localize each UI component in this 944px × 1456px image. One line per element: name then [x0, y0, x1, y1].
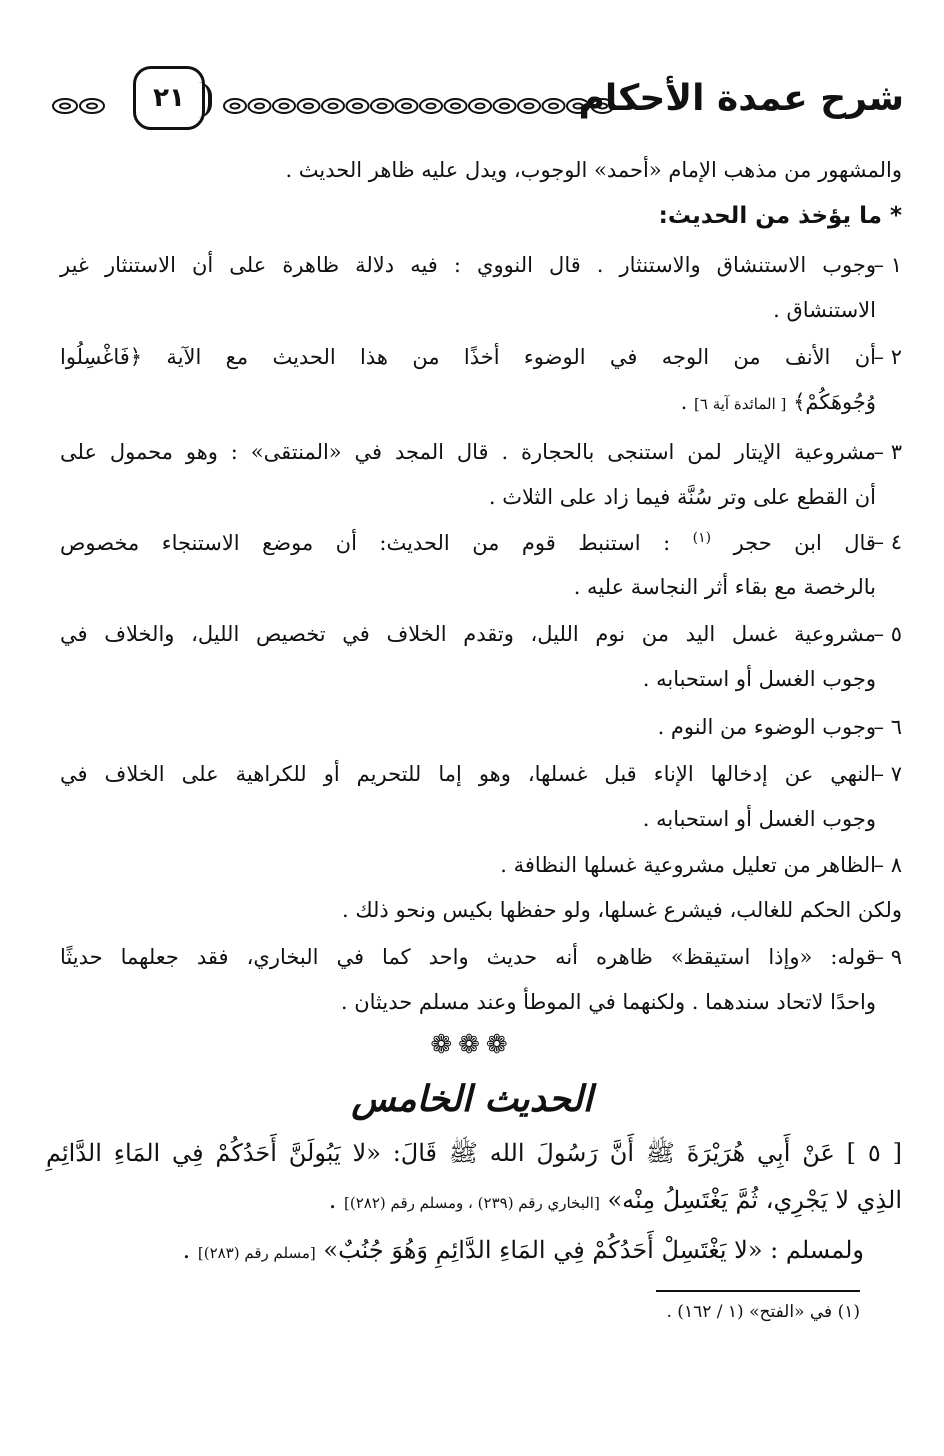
item-number: ٣ – [873, 440, 902, 464]
list-item-7-cont: وجوب الغسل أو استحبابه . [642, 807, 876, 831]
section-title: الحديث الخامس [351, 1078, 593, 1120]
list-item-2 [60, 345, 902, 369]
footnote-marker: (١) [692, 530, 712, 546]
item-text: أن الأنف من الوجه في الوضوء أخذًا من هذا الحديث مع الآية ﴿فَاغْسِلُوا [60, 345, 876, 369]
period: . [328, 1186, 337, 1214]
hadith-text-muslim [183, 1236, 864, 1264]
hadith-text-cont [329, 1186, 902, 1214]
list-item-2-cont [681, 390, 876, 414]
quran-reference: [ المائدة آية ٦] [694, 395, 787, 413]
item-text: : استنبط قوم من الحديث: أن موضع الاستنجاء مخصوص [60, 531, 671, 555]
text-line: والمشهور من مذهب الإمام «أحمد» الوجوب، ويدل عليه ظاهر الحديث . [285, 158, 902, 182]
list-item-4-cont: بالرخصة مع بقاء أثر النجاسة عليه . [573, 575, 876, 599]
item-number: ١ – [873, 253, 902, 277]
text-line: ولكن الحكم للغالب، فيشرع غسلها، ولو حفظها بكيس ونحو ذلك . [341, 898, 902, 922]
list-item-3-cont: أن القطع على وتر سُنَّة فيما زاد على الثلاث . [488, 485, 876, 509]
item-number: ٦ – [873, 715, 902, 739]
section-heading: * ما يؤخذ من الحديث: [658, 203, 902, 229]
item-number: ٧ – [873, 762, 902, 786]
item-text: وجوب الاستنشاق والاستنثار . قال النووي : فيه دلالة ظاهرة على أن الاستنثار غير [60, 253, 876, 277]
list-item-6 [657, 715, 902, 739]
section-divider-stars: ❁❁❁ [430, 1030, 514, 1060]
list-item-5-cont: وجوب الغسل أو استحبابه . [642, 667, 876, 691]
footnote: (١) في «الفتح» (١ / ١٦٢) . [666, 1302, 860, 1322]
hadith-text: [ ٥ ] عَنْ أَبِي هُرَيْرَةَ ﷺ أَنَّ رَسُولَ الله ﷺ قَالَ: «لا يَبُولَنَّ أَحَدُكُمْ فِي المَاءِ الدَّائِمِ [46, 1139, 902, 1167]
item-text: مشروعية غسل اليد من نوم الليل، وتقدم الخلاف في تخصيص الليل، والخلاف في [60, 622, 876, 646]
period: . [182, 1236, 191, 1264]
list-item-5 [60, 622, 902, 646]
item-text: قال ابن حجر [733, 531, 876, 555]
hadith-text: ولمسلم : «لا يَغْتَسِلْ أَحَدُكُمْ فِي المَاءِ الدَّائِمِ وَهُوَ جُنُبٌ» [323, 1236, 864, 1264]
page-number-frame-tail [190, 82, 212, 118]
item-number: ٨ – [873, 853, 902, 877]
list-item-1 [60, 253, 902, 277]
item-text: الظاهر من تعليل مشروعية غسلها النظافة . [500, 853, 876, 877]
hadith-reference: [مسلم رقم (٢٨٣)] [197, 1244, 316, 1262]
hadith-reference: [البخاري رقم (٢٣٩) ، ومسلم رقم (٢٨٢)] [344, 1194, 600, 1212]
header-ornament-chain [222, 95, 622, 117]
hadith-text: الذِي لا يَجْرِي، ثُمَّ يَغْتَسِلُ مِنْه» [607, 1186, 902, 1214]
footnote-separator [656, 1290, 860, 1292]
item-number: ٩ – [873, 945, 902, 969]
item-text: النهي عن إدخالها الإناء قبل غسلها، وهو إما للتحريم أو للكراهية على الخلاف في [60, 762, 876, 786]
item-number: ٤ – [873, 530, 902, 554]
item-text: وجوب الوضوء من النوم . [657, 715, 876, 739]
item-text: مشروعية الإيتار لمن استنجى بالحجارة . قال المجد في «المنتقى» : وهو محمول على [60, 440, 876, 464]
item-text: قوله: «وإذا استيقظ» ظاهره أنه حديث واحد كما في البخاري، فقد جعلهما حديثًا [60, 945, 876, 969]
list-item-4 [60, 530, 902, 555]
page-header [0, 0, 944, 140]
list-item-7 [60, 762, 902, 786]
list-item-3 [60, 440, 902, 464]
period: . [680, 390, 688, 414]
list-item-9-cont: واحدًا لاتحاد سندهما . ولكنهما في الموطأ وعند مسلم حديثان . [340, 990, 876, 1014]
item-number: ٢ – [873, 345, 902, 369]
list-item-9 [60, 945, 902, 969]
list-item-1-cont: الاستنشاق . [773, 298, 876, 322]
page-number: ٢١ [133, 66, 205, 130]
item-number: ٥ – [873, 622, 902, 646]
list-item-8 [500, 853, 902, 877]
header-ornament-small [50, 95, 110, 117]
quran-quote: وُجُوهَكُمْ﴾ [793, 390, 876, 414]
book-title: شرح عمدة الأحكام [578, 78, 904, 119]
